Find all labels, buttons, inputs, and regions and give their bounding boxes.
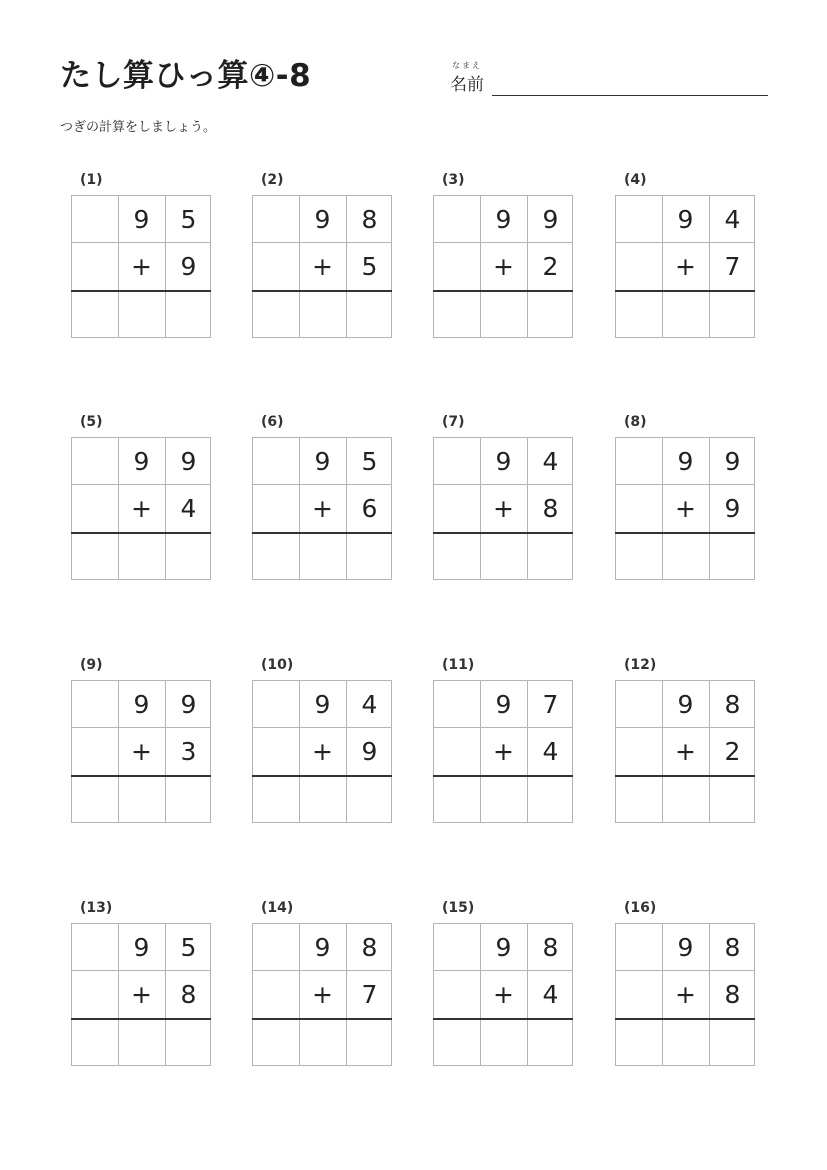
problem-1 xyxy=(71,172,213,347)
bottom-ones-digit: 8 xyxy=(180,980,197,1009)
plus-sign: + xyxy=(131,494,152,523)
problem-3 xyxy=(433,172,575,347)
hundreds-cell xyxy=(434,924,481,971)
problem-number: (7) xyxy=(442,414,465,430)
top-ones-digit: 7 xyxy=(542,690,559,719)
plus-sign: + xyxy=(493,980,514,1009)
calculation-grid xyxy=(433,923,573,1066)
problem-number: (1) xyxy=(80,172,103,188)
answer-ones-cell[interactable] xyxy=(165,533,212,580)
hundreds-cell xyxy=(434,485,481,532)
plus-sign: + xyxy=(675,980,696,1009)
bottom-ones-digit: 4 xyxy=(542,980,559,1009)
problem-number: (14) xyxy=(261,900,294,916)
problem-14 xyxy=(252,900,394,1075)
top-tens-digit: 9 xyxy=(677,933,694,962)
hundreds-cell xyxy=(616,196,663,243)
bottom-ones-digit: 8 xyxy=(542,494,559,523)
bottom-ones-digit: 6 xyxy=(361,494,378,523)
problem-9 xyxy=(71,657,213,832)
answer-tens-cell[interactable] xyxy=(662,776,709,823)
top-ones-digit: 9 xyxy=(542,205,559,234)
plus-sign: + xyxy=(493,737,514,766)
answer-tens-cell[interactable] xyxy=(118,776,165,823)
plus-sign: + xyxy=(493,252,514,281)
problem-number: (2) xyxy=(261,172,284,188)
top-tens-digit: 9 xyxy=(314,933,331,962)
top-tens-digit: 9 xyxy=(677,690,694,719)
calculation-grid xyxy=(252,923,392,1066)
plus-sign: + xyxy=(312,980,333,1009)
top-tens-digit: 9 xyxy=(133,205,150,234)
hundreds-cell xyxy=(434,728,481,775)
top-ones-digit: 8 xyxy=(361,205,378,234)
hundreds-cell xyxy=(72,971,119,1018)
answer-hundreds-cell[interactable] xyxy=(434,776,481,823)
hundreds-cell xyxy=(434,971,481,1018)
answer-ones-cell[interactable] xyxy=(346,533,393,580)
bottom-ones-digit: 7 xyxy=(724,252,741,281)
answer-tens-cell[interactable] xyxy=(299,776,346,823)
answer-hundreds-cell[interactable] xyxy=(72,776,119,823)
plus-sign: + xyxy=(131,737,152,766)
answer-ones-cell[interactable] xyxy=(346,776,393,823)
top-ones-digit: 5 xyxy=(180,205,197,234)
answer-tens-cell[interactable] xyxy=(299,533,346,580)
top-tens-digit: 9 xyxy=(314,690,331,719)
hundreds-cell xyxy=(72,924,119,971)
answer-ones-cell[interactable] xyxy=(527,533,574,580)
problem-5 xyxy=(71,414,213,589)
name-write-line[interactable] xyxy=(492,95,768,96)
hundreds-cell xyxy=(253,728,300,775)
answer-ones-cell[interactable] xyxy=(346,291,393,338)
hundreds-cell xyxy=(72,243,119,290)
answer-ones-cell[interactable] xyxy=(165,291,212,338)
answer-ones-cell[interactable] xyxy=(165,1019,212,1066)
answer-ones-cell[interactable] xyxy=(709,533,756,580)
answer-hundreds-cell[interactable] xyxy=(72,533,119,580)
top-tens-digit: 9 xyxy=(133,933,150,962)
bottom-ones-digit: 8 xyxy=(724,980,741,1009)
top-tens-digit: 9 xyxy=(495,447,512,476)
answer-hundreds-cell[interactable] xyxy=(72,291,119,338)
problem-6 xyxy=(252,414,394,589)
answer-tens-cell[interactable] xyxy=(299,291,346,338)
answer-hundreds-cell[interactable] xyxy=(434,533,481,580)
problem-number: (13) xyxy=(80,900,113,916)
bottom-ones-digit: 3 xyxy=(180,737,197,766)
hundreds-cell xyxy=(253,196,300,243)
problem-number: (12) xyxy=(624,657,657,673)
bottom-ones-digit: 7 xyxy=(361,980,378,1009)
plus-sign: + xyxy=(675,737,696,766)
top-tens-digit: 9 xyxy=(677,205,694,234)
answer-hundreds-cell[interactable] xyxy=(616,291,663,338)
answer-hundreds-cell[interactable] xyxy=(616,1019,663,1066)
hundreds-cell xyxy=(434,681,481,728)
top-tens-digit: 9 xyxy=(133,690,150,719)
top-ones-digit: 4 xyxy=(542,447,559,476)
top-ones-digit: 8 xyxy=(361,933,378,962)
hundreds-cell xyxy=(434,243,481,290)
answer-tens-cell[interactable] xyxy=(299,1019,346,1066)
hundreds-cell xyxy=(72,728,119,775)
hundreds-cell xyxy=(616,728,663,775)
instruction-text: つぎの計算をしましょう。 xyxy=(60,120,217,135)
answer-ones-cell[interactable] xyxy=(527,1019,574,1066)
answer-tens-cell[interactable] xyxy=(480,291,527,338)
top-tens-digit: 9 xyxy=(495,690,512,719)
hundreds-cell xyxy=(434,196,481,243)
bottom-ones-digit: 4 xyxy=(542,737,559,766)
calculation-grid xyxy=(615,680,755,823)
calculation-grid xyxy=(615,195,755,338)
bottom-ones-digit: 2 xyxy=(724,737,741,766)
top-ones-digit: 8 xyxy=(724,690,741,719)
answer-hundreds-cell[interactable] xyxy=(253,291,300,338)
plus-sign: + xyxy=(312,737,333,766)
answer-ones-cell[interactable] xyxy=(709,291,756,338)
answer-hundreds-cell[interactable] xyxy=(253,1019,300,1066)
answer-ones-cell[interactable] xyxy=(527,291,574,338)
top-tens-digit: 9 xyxy=(314,447,331,476)
answer-tens-cell[interactable] xyxy=(118,1019,165,1066)
answer-tens-cell[interactable] xyxy=(662,1019,709,1066)
hundreds-cell xyxy=(253,438,300,485)
problem-number: (10) xyxy=(261,657,294,673)
answer-ones-cell[interactable] xyxy=(709,1019,756,1066)
calculation-grid xyxy=(71,680,211,823)
problem-7 xyxy=(433,414,575,589)
problem-number: (4) xyxy=(624,172,647,188)
top-ones-digit: 4 xyxy=(361,690,378,719)
bottom-ones-digit: 9 xyxy=(180,252,197,281)
plus-sign: + xyxy=(312,494,333,523)
calculation-grid xyxy=(71,923,211,1066)
problem-2 xyxy=(252,172,394,347)
problem-number: (16) xyxy=(624,900,657,916)
problem-11 xyxy=(433,657,575,832)
hundreds-cell xyxy=(616,971,663,1018)
hundreds-cell xyxy=(253,971,300,1018)
calculation-grid xyxy=(252,195,392,338)
hundreds-cell xyxy=(616,243,663,290)
answer-hundreds-cell[interactable] xyxy=(434,1019,481,1066)
top-tens-digit: 9 xyxy=(677,447,694,476)
answer-ones-cell[interactable] xyxy=(165,776,212,823)
plus-sign: + xyxy=(675,494,696,523)
bottom-ones-digit: 4 xyxy=(180,494,197,523)
problem-number: (3) xyxy=(442,172,465,188)
answer-tens-cell[interactable] xyxy=(118,533,165,580)
problem-16 xyxy=(615,900,757,1075)
hundreds-cell xyxy=(253,243,300,290)
top-tens-digit: 9 xyxy=(495,205,512,234)
top-ones-digit: 8 xyxy=(724,933,741,962)
name-field xyxy=(450,60,770,100)
answer-hundreds-cell[interactable] xyxy=(253,533,300,580)
answer-hundreds-cell[interactable] xyxy=(616,776,663,823)
top-ones-digit: 9 xyxy=(724,447,741,476)
problem-12 xyxy=(615,657,757,832)
answer-hundreds-cell[interactable] xyxy=(72,1019,119,1066)
problem-number: (5) xyxy=(80,414,103,430)
answer-tens-cell[interactable] xyxy=(480,776,527,823)
hundreds-cell xyxy=(72,438,119,485)
problem-number: (15) xyxy=(442,900,475,916)
top-ones-digit: 8 xyxy=(542,933,559,962)
answer-ones-cell[interactable] xyxy=(709,776,756,823)
answer-ones-cell[interactable] xyxy=(527,776,574,823)
hundreds-cell xyxy=(72,196,119,243)
page-title: たし算ひっ算④-8 xyxy=(60,58,312,94)
hundreds-cell xyxy=(72,485,119,532)
calculation-grid xyxy=(252,680,392,823)
calculation-grid xyxy=(615,923,755,1066)
name-label: 名前 xyxy=(450,75,484,95)
answer-tens-cell[interactable] xyxy=(480,533,527,580)
calculation-grid xyxy=(252,437,392,580)
hundreds-cell xyxy=(616,438,663,485)
hundreds-cell xyxy=(616,681,663,728)
plus-sign: + xyxy=(131,252,152,281)
top-tens-digit: 9 xyxy=(133,447,150,476)
problem-10 xyxy=(252,657,394,832)
top-ones-digit: 5 xyxy=(180,933,197,962)
hundreds-cell xyxy=(434,438,481,485)
plus-sign: + xyxy=(493,494,514,523)
calculation-grid xyxy=(433,437,573,580)
hundreds-cell xyxy=(253,924,300,971)
answer-hundreds-cell[interactable] xyxy=(616,533,663,580)
calculation-grid xyxy=(71,437,211,580)
bottom-ones-digit: 2 xyxy=(542,252,559,281)
calculation-grid xyxy=(433,680,573,823)
problem-number: (6) xyxy=(261,414,284,430)
problem-8 xyxy=(615,414,757,589)
problem-4 xyxy=(615,172,757,347)
top-ones-digit: 5 xyxy=(361,447,378,476)
top-ones-digit: 9 xyxy=(180,690,197,719)
top-ones-digit: 9 xyxy=(180,447,197,476)
problem-number: (8) xyxy=(624,414,647,430)
answer-hundreds-cell[interactable] xyxy=(434,291,481,338)
problem-15 xyxy=(433,900,575,1075)
hundreds-cell xyxy=(253,485,300,532)
hundreds-cell xyxy=(253,681,300,728)
answer-tens-cell[interactable] xyxy=(480,1019,527,1066)
top-ones-digit: 4 xyxy=(724,205,741,234)
bottom-ones-digit: 9 xyxy=(361,737,378,766)
calculation-grid xyxy=(71,195,211,338)
hundreds-cell xyxy=(72,681,119,728)
bottom-ones-digit: 9 xyxy=(724,494,741,523)
calculation-grid xyxy=(615,437,755,580)
answer-tens-cell[interactable] xyxy=(662,533,709,580)
answer-tens-cell[interactable] xyxy=(118,291,165,338)
name-ruby: なまえ xyxy=(452,61,482,70)
answer-tens-cell[interactable] xyxy=(662,291,709,338)
problem-13 xyxy=(71,900,213,1075)
hundreds-cell xyxy=(616,485,663,532)
plus-sign: + xyxy=(675,252,696,281)
plus-sign: + xyxy=(312,252,333,281)
answer-ones-cell[interactable] xyxy=(346,1019,393,1066)
bottom-ones-digit: 5 xyxy=(361,252,378,281)
problem-number: (11) xyxy=(442,657,475,673)
problem-number: (9) xyxy=(80,657,103,673)
hundreds-cell xyxy=(616,924,663,971)
calculation-grid xyxy=(433,195,573,338)
top-tens-digit: 9 xyxy=(314,205,331,234)
answer-hundreds-cell[interactable] xyxy=(253,776,300,823)
top-tens-digit: 9 xyxy=(495,933,512,962)
plus-sign: + xyxy=(131,980,152,1009)
